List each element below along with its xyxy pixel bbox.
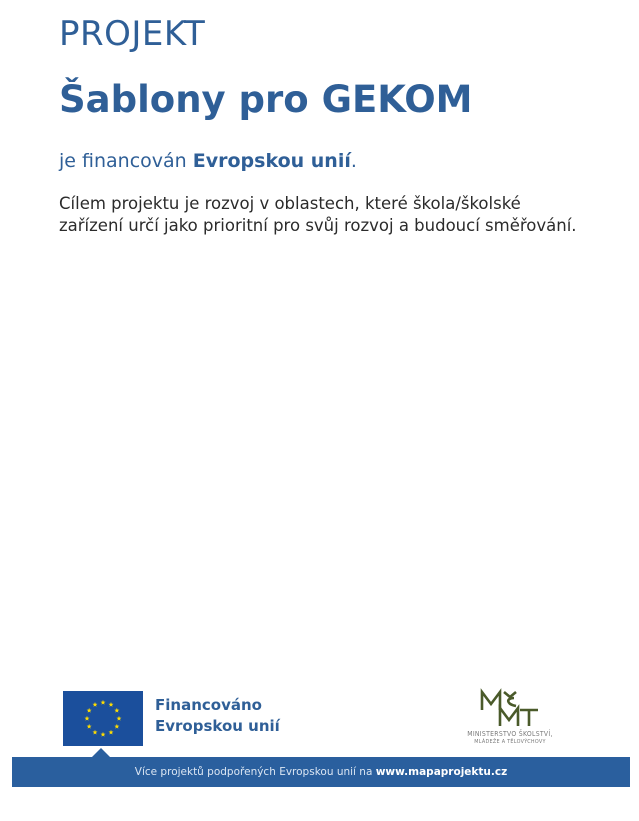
eu-star <box>101 700 106 705</box>
eu-star <box>93 730 98 735</box>
eu-logo-line-1: Financováno <box>155 696 262 714</box>
footer-bar <box>12 757 630 787</box>
eu-star <box>87 724 92 729</box>
eu-star <box>114 724 119 729</box>
funding-emphasis: Evropskou unií <box>192 150 351 172</box>
eu-logo-text <box>155 695 355 737</box>
description-line-2: zařízení určí jako prioritní pro svůj rozvoj a budoucí směřování. <box>59 216 577 235</box>
footer-notch <box>92 748 110 757</box>
eu-star <box>87 708 92 713</box>
project-description <box>59 193 619 237</box>
footer-text-prefix: Více projektů podpořených Evropskou unií na <box>134 766 376 778</box>
eu-star <box>114 708 119 713</box>
eu-star <box>93 702 98 707</box>
funding-prefix: je financován <box>59 150 193 172</box>
msmt-logo-icon <box>480 688 540 728</box>
eu-star <box>109 702 114 707</box>
eu-star <box>109 730 114 735</box>
msmt-logo <box>450 688 570 746</box>
footer-link[interactable]: www.mapaprojektu.cz <box>375 766 508 778</box>
funding-suffix: . <box>350 150 357 172</box>
eu-flag-icon <box>63 691 143 746</box>
funding-statement <box>59 148 357 174</box>
eu-star <box>101 732 106 737</box>
description-line-1: Cílem projektu je rozvoj v oblastech, které škola/školské <box>59 194 521 213</box>
poster-title: Šablony pro GEKOM <box>59 78 473 121</box>
msmt-name-line-2: MLÁDEŽE A TĚLOVÝCHOVY <box>474 739 546 745</box>
msmt-name-line-1: MINISTERSTVO ŠKOLSTVÍ, <box>467 730 553 738</box>
eu-logo-line-2: Evropskou unií <box>155 717 280 735</box>
footer-text <box>12 757 630 787</box>
eu-star <box>85 716 90 721</box>
eu-star <box>117 716 122 721</box>
poster-kicker: PROJEKT <box>59 14 206 54</box>
